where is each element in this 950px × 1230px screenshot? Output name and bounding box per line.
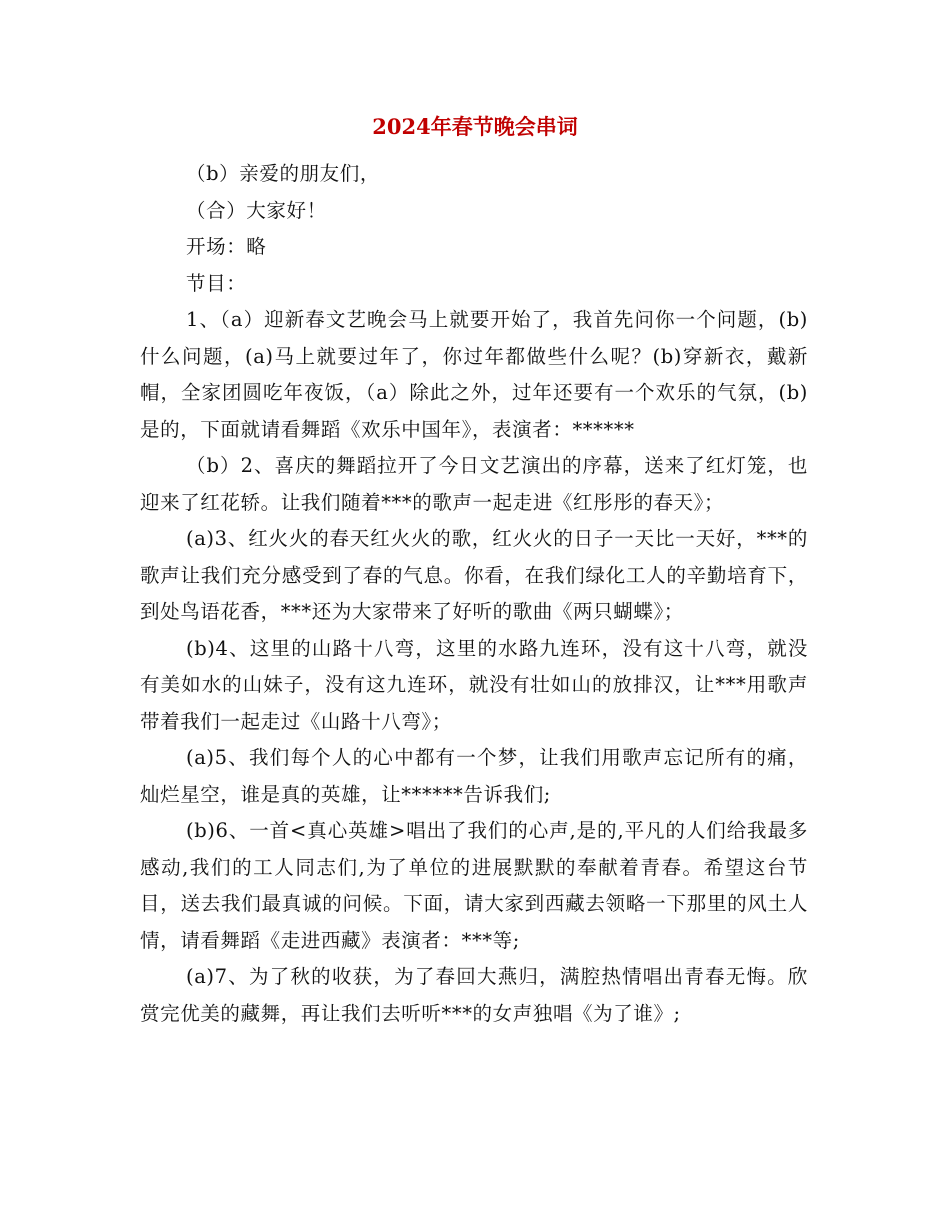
- paragraph-program-heading: 节目：: [186, 271, 247, 295]
- paragraph-item-3: (a)3、红火火的春天红火火的歌，红火火的日子一天比一天好，***的歌声让我们充分感受到了春的气息。你看，在我们绿化工人的辛勤培育下，到处鸟语花香，***还为大家带来了好听的歌曲《两只蝴蝶》；: [140, 527, 808, 623]
- paragraph-item-6: (b)6、一首<真心英雄>唱出了我们的心声,是的,平凡的人们给我最多感动,我们的工人同志们,为了单位的进展默默的奉献着青春。希望这台节目，送去我们最真诚的问候。下面，请大家到西藏去领略一下那里的风土人情，请看舞蹈《走进西藏》表演者：***等;: [140, 819, 808, 952]
- paragraph-item-5: (a)5、我们每个人的心中都有一个梦，让我们用歌声忘记所有的痛，灿烂星空，谁是真的英雄，让******告诉我们;: [140, 746, 808, 806]
- paragraph-item-2: （b）2、喜庆的舞蹈拉开了今日文艺演出的序幕，送来了红灯笼，也迎来了红花轿。让我们随着***的歌声一起走进《红彤彤的春天》；: [140, 454, 808, 514]
- paragraph-greeting-b: （b）亲爱的朋友们，: [186, 162, 380, 185]
- document-title: 2024年春节晚会串词: [372, 114, 578, 139]
- paragraph-opening: 开场：略: [186, 235, 267, 258]
- paragraph-greeting-all: （合）大家好！: [186, 198, 327, 222]
- document-body: [140, 156, 808, 1032]
- paragraph-item-4: (b)4、这里的山路十八弯，这里的水路九连环，没有这十八弯，就没有美如水的山妹子，没有这九连环，就没有壮如山的放排汉，让***用歌声带着我们一起走过《山路十八弯》；: [140, 636, 808, 733]
- paragraph-item-7: (a)7、为了秋的收获，为了春回大燕归，满腔热情唱出青春无悔。欣赏完优美的藏舞，再让我们去听听***的女声独唱《为了谁》;: [140, 965, 808, 1025]
- paragraph-item-1: 1、（a）迎新春文艺晚会马上就要开始了，我首先问你一个问题，(b)什么问题，(a)马上就要过年了，你过年都做些什么呢？(b)穿新衣，戴新帽，全家团圆吃年夜饭，（a）除此之外，过年还要有一个欢乐的气氛，(b)是的，下面就请看舞蹈《欢乐中国年》，表演者：******: [140, 308, 808, 441]
